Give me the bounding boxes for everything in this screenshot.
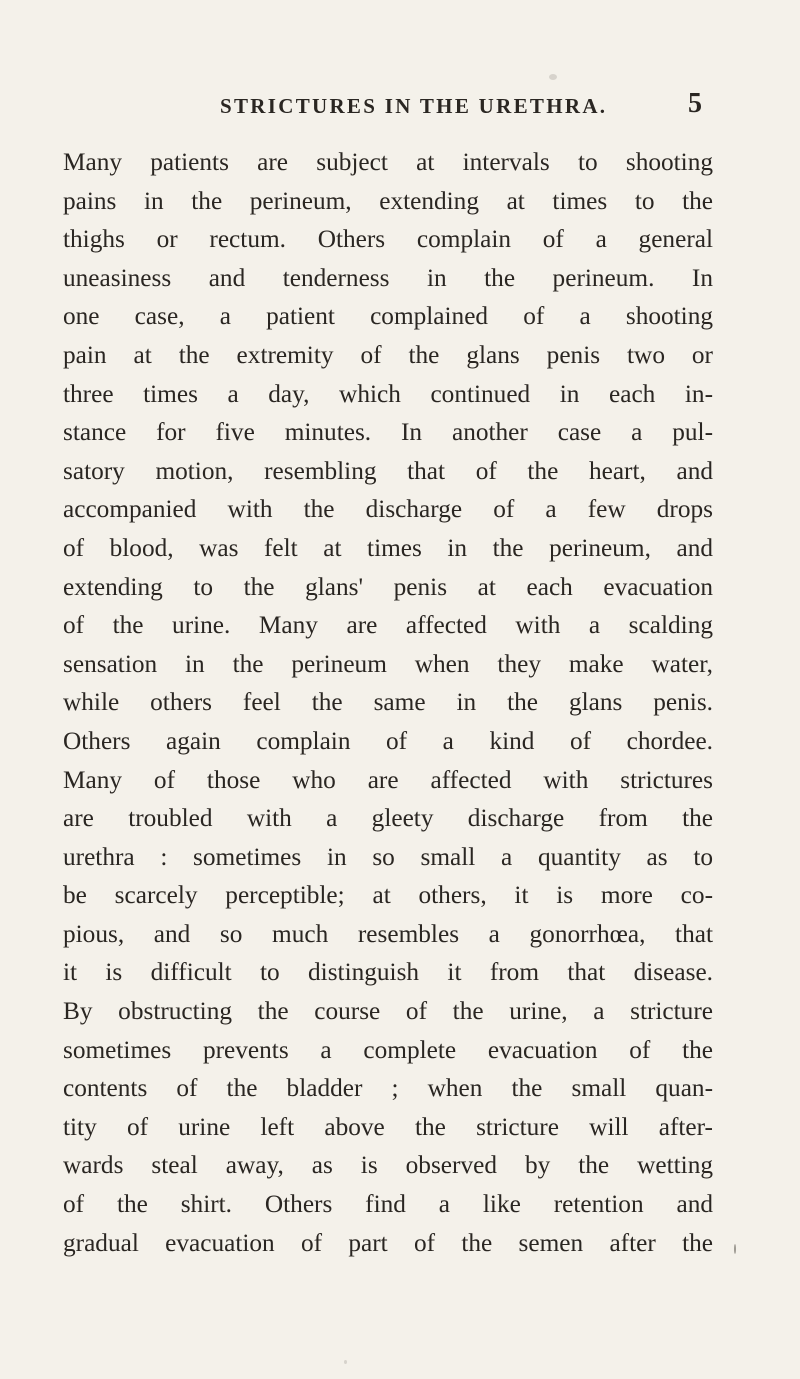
text-line: thighs or rectum. Others complain of a general — [63, 225, 713, 254]
text-line: pains in the perineum, extending at times to the — [63, 186, 713, 215]
text-line: tity of urine left above the stricture will after- — [63, 1112, 713, 1141]
paper-speck — [734, 1244, 736, 1254]
text-line: it is difficult to distinguish it from that disease. — [63, 958, 713, 987]
text-line: are troubled with a gleety discharge from the — [63, 804, 713, 833]
text-line: Many of those who are affected with strictures — [63, 765, 713, 794]
running-head — [148, 88, 702, 126]
body-text — [63, 143, 713, 1262]
text-line: satory motion, resembling that of the heart, and — [63, 456, 713, 485]
text-line: of blood, was felt at times in the perineum, and — [63, 533, 713, 562]
page-number: 5 — [688, 88, 702, 119]
text-line: uneasiness and tenderness in the perineum. In — [63, 263, 713, 292]
text-line: urethra : sometimes in so small a quantity as to — [63, 842, 713, 871]
text-line: while others feel the same in the glans penis. — [63, 688, 713, 717]
text-line: sometimes prevents a complete evacuation of the — [63, 1035, 713, 1064]
paper-speck — [549, 74, 557, 80]
paper-speck — [344, 1360, 347, 1364]
text-line: of the urine. Many are affected with a scalding — [63, 611, 713, 640]
text-line: wards steal away, as is observed by the wetting — [63, 1151, 713, 1180]
text-line: three times a day, which continued in each in- — [63, 379, 713, 408]
text-line: one case, a patient complained of a shooting — [63, 302, 713, 331]
text-line: Many patients are subject at intervals to shooting — [63, 148, 713, 176]
text-line: gradual evacuation of part of the semen after the — [63, 1228, 713, 1257]
running-title: STRICTURES IN THE URETHRA. — [220, 94, 608, 118]
text-line: pain at the extremity of the glans penis two or — [63, 340, 713, 369]
text-line: extending to the glans' penis at each evacuation — [63, 572, 713, 601]
text-line: pious, and so much resembles a gonorrhœa, that — [63, 919, 713, 948]
text-line: Others again complain of a kind of chordee. — [63, 726, 713, 755]
text-line: be scarcely perceptible; at others, it is more co- — [63, 881, 713, 910]
text-line: sensation in the perineum when they make water, — [63, 649, 713, 678]
text-line: accompanied with the discharge of a few drops — [63, 495, 713, 524]
text-line: of the shirt. Others find a like retention and — [63, 1190, 713, 1219]
text-line: stance for five minutes. In another case a pul- — [63, 418, 713, 447]
text-line: By obstructing the course of the urine, a stricture — [63, 997, 713, 1026]
text-line: contents of the bladder ; when the small quan- — [63, 1074, 713, 1103]
